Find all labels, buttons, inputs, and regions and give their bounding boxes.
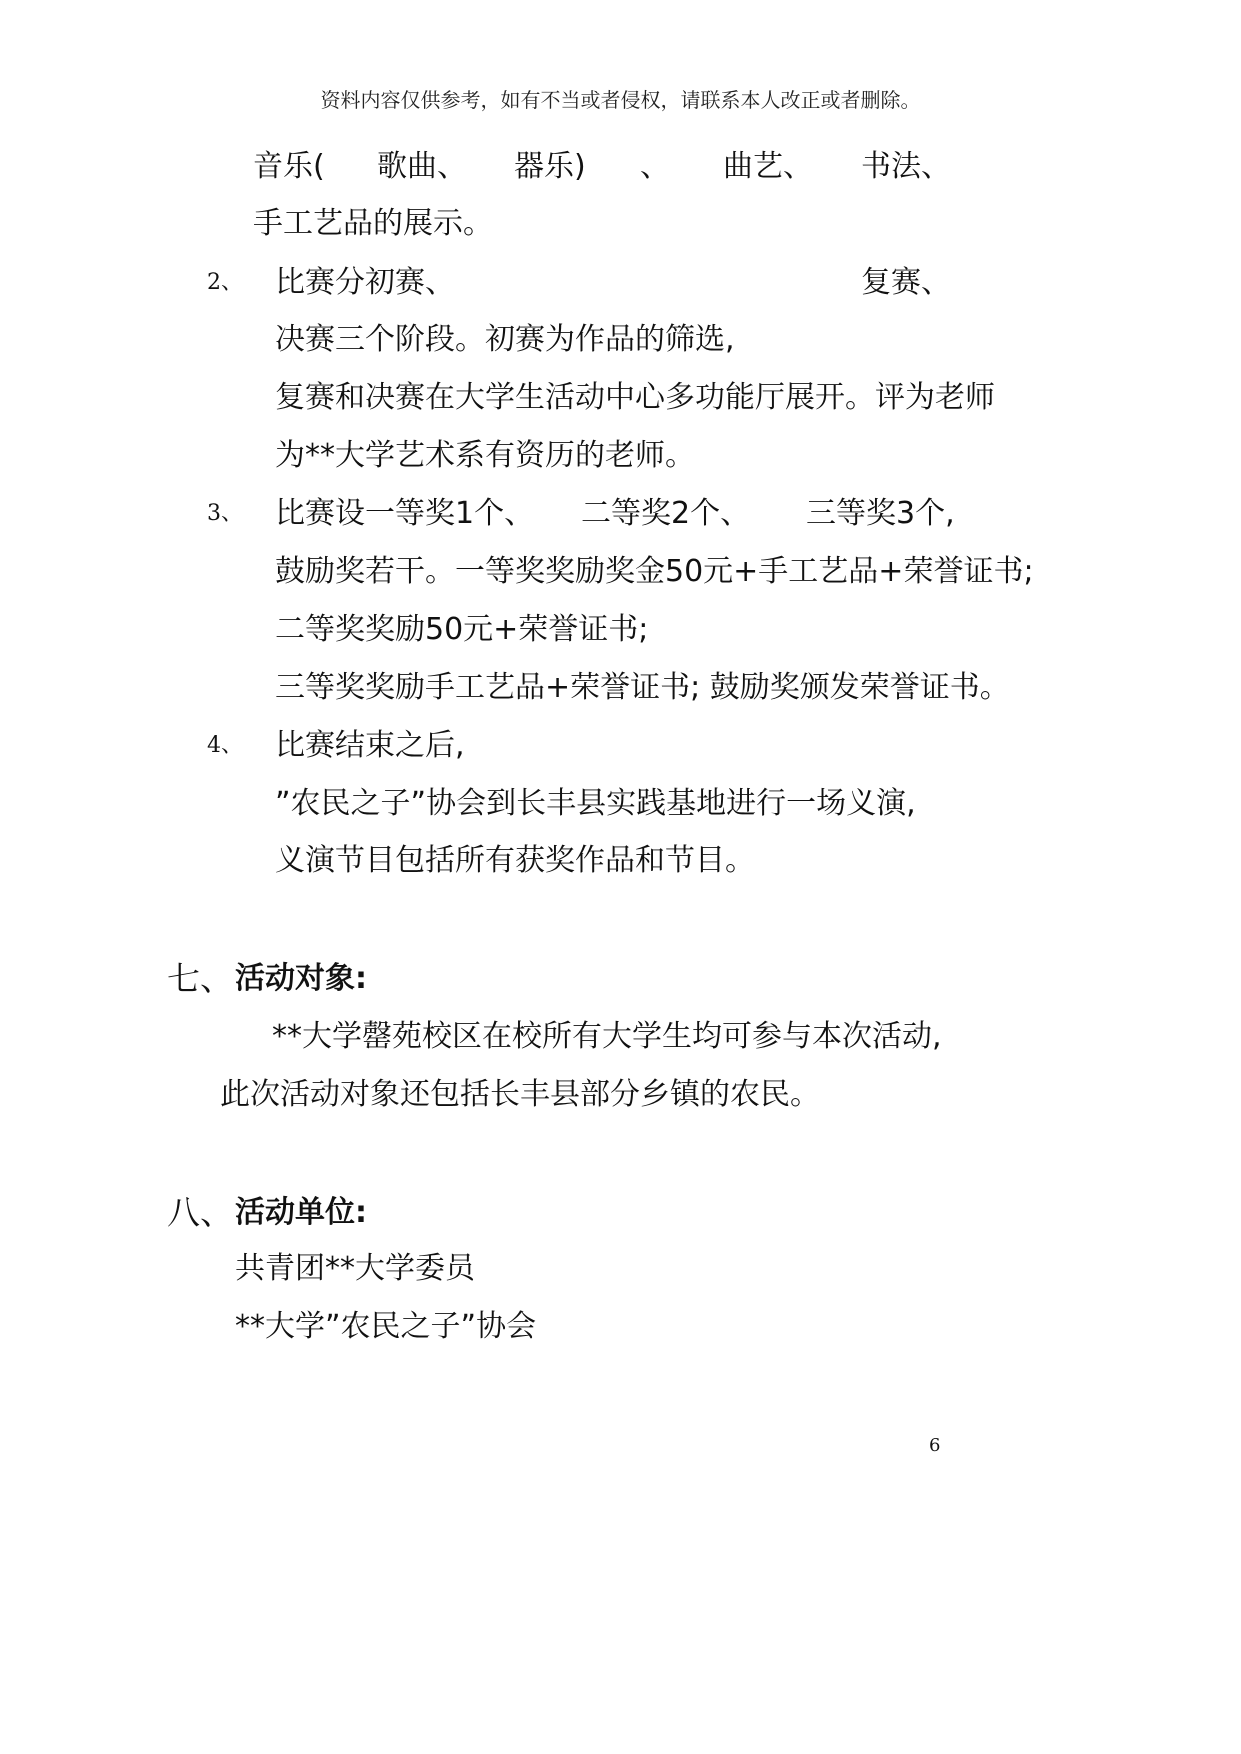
header-disclaimer: 资料内容仅供参考，如有不当或者侵权，请联系本人改正或者删除。 bbox=[320, 88, 921, 112]
item2-line1-left: 比赛分初赛、 bbox=[275, 265, 455, 300]
item2-line3: 复赛和决赛在大学生活动中心多功能厅展开。评为老师 bbox=[275, 380, 995, 415]
item3-line1-part2: 二等奖2个、 bbox=[581, 496, 751, 531]
item1-line2: 手工艺品的展示。 bbox=[253, 206, 493, 241]
item2-line4: 为**大学艺术系有资历的老师。 bbox=[275, 438, 695, 473]
item3-line3: 二等奖奖励50元+荣誉证书; bbox=[275, 612, 649, 647]
item2-line1-right: 复赛、 bbox=[861, 265, 951, 300]
section8-line1: 共青团**大学委员 bbox=[235, 1251, 475, 1286]
item4-line3: 义演节目包括所有获奖作品和节目。 bbox=[275, 843, 755, 878]
item1-line1-part4: 、 bbox=[640, 149, 670, 184]
item1-line1-part1: 音乐( bbox=[253, 149, 325, 184]
item1-line1-part6: 书法、 bbox=[861, 149, 951, 184]
item3-line1-part3: 三等奖3个, bbox=[806, 496, 955, 531]
item1-line1-part5: 曲艺、 bbox=[723, 149, 813, 184]
section7-numeral: 七、 bbox=[167, 959, 233, 998]
item1-line1-part2: 歌曲、 bbox=[377, 149, 467, 184]
section7-line1: **大学罄苑校区在校所有大学生均可参与本次活动, bbox=[272, 1019, 942, 1054]
page-number: 6 bbox=[929, 1435, 941, 1456]
item3-line2: 鼓励奖若干。一等奖奖励奖金50元+手工艺品+荣誉证书; bbox=[275, 554, 1034, 589]
item1-line1-part3: 器乐) bbox=[514, 149, 586, 184]
item3-line4: 三等奖奖励手工艺品+荣誉证书; 鼓励奖颁发荣誉证书。 bbox=[275, 670, 1010, 705]
section7-heading: 活动对象: bbox=[235, 961, 367, 996]
item3-number: 3、 bbox=[207, 501, 243, 526]
section8-line2: **大学”农民之子”协会 bbox=[235, 1309, 537, 1344]
item4-number: 4、 bbox=[207, 733, 243, 758]
item4-line1: 比赛结束之后, bbox=[275, 728, 465, 763]
section8-numeral: 八、 bbox=[167, 1193, 233, 1232]
item2-line2: 决赛三个阶段。初赛为作品的筛选, bbox=[275, 322, 735, 357]
item4-line2: ”农民之子”协会到长丰县实践基地进行一场义演, bbox=[275, 786, 916, 821]
section7-line2: 此次活动对象还包括长丰县部分乡镇的农民。 bbox=[220, 1077, 820, 1112]
item2-number: 2、 bbox=[207, 270, 243, 295]
item3-line1-part1: 比赛设一等奖1个、 bbox=[275, 496, 535, 531]
section8-heading: 活动单位: bbox=[235, 1195, 367, 1230]
